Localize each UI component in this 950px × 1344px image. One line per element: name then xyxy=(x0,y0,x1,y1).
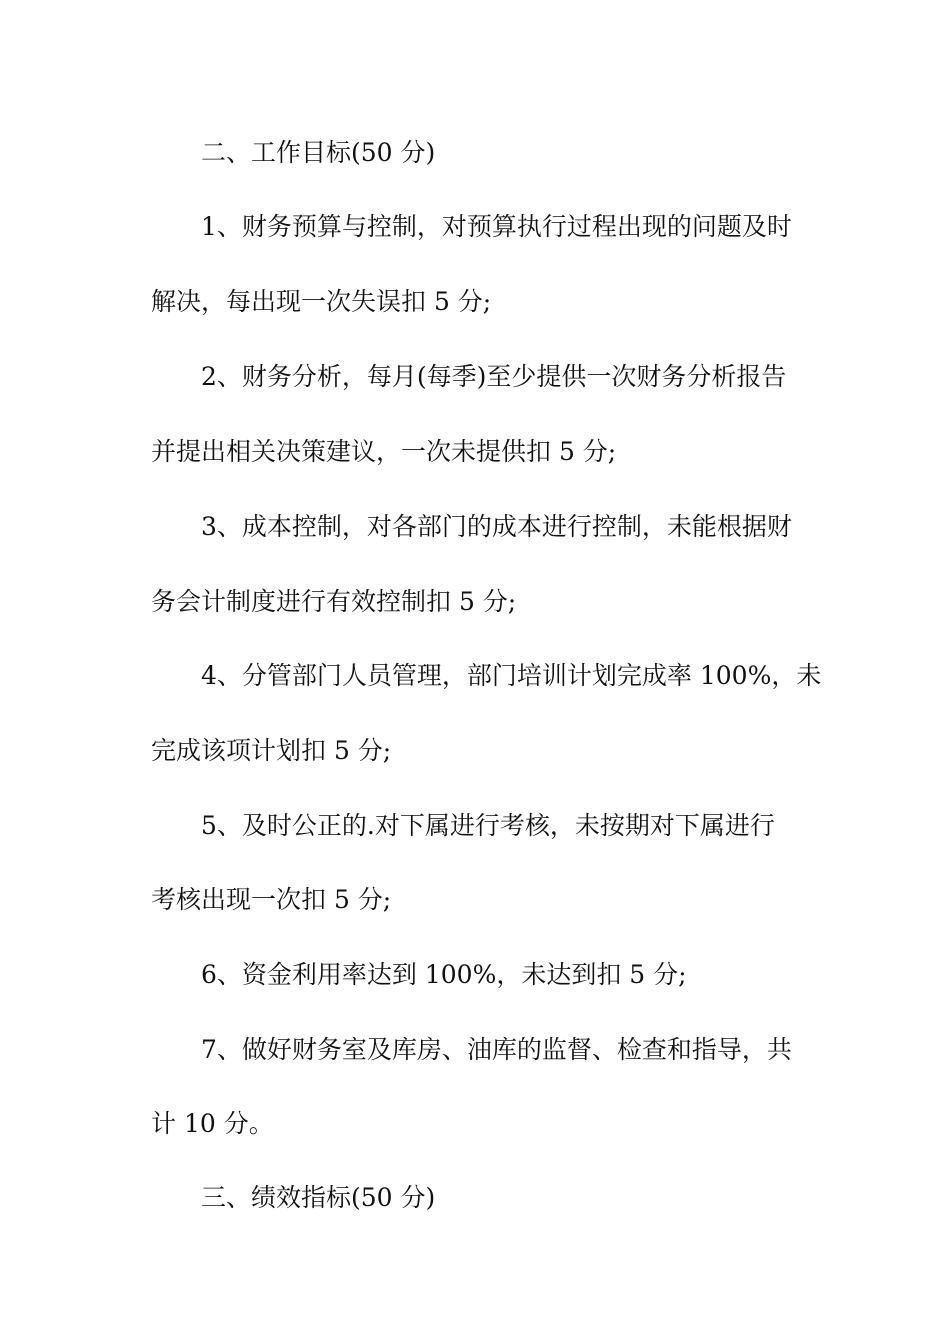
paragraph-line: 4、分管部门人员管理，部门培训计划完成率 100%，未 xyxy=(201,661,822,690)
paragraph-line: 务会计制度进行有效控制扣 5 分; xyxy=(151,587,517,616)
paragraph-line: 7、做好财务室及库房、油库的监督、检查和指导，共 xyxy=(201,1035,792,1064)
paragraph-line: 计 10 分。 xyxy=(151,1109,274,1138)
paragraph-line: 6、资金利用率达到 100%，未达到扣 5 分; xyxy=(201,960,687,989)
section-heading-work-goals: 二、工作目标(50 分) xyxy=(201,138,436,167)
paragraph-line: 1、财务预算与控制，对预算执行过程出现的问题及时 xyxy=(201,212,792,241)
paragraph-line: 考核出现一次扣 5 分; xyxy=(151,885,392,914)
paragraph-line: 解决，每出现一次失误扣 5 分; xyxy=(151,287,492,316)
paragraph-line: 2、财务分析，每月(每季)至少提供一次财务分析报告 xyxy=(201,362,787,391)
paragraph-line: 5、及时公正的.对下属进行考核，未按期对下属进行 xyxy=(201,811,775,840)
paragraph-line: 3、成本控制，对各部门的成本进行控制，未能根据财 xyxy=(201,512,792,541)
section-heading-performance-indicators: 三、绩效指标(50 分) xyxy=(201,1183,436,1212)
paragraph-line: 完成该项计划扣 5 分; xyxy=(151,736,392,765)
paragraph-line: 并提出相关决策建议，一次未提供扣 5 分; xyxy=(151,437,617,466)
